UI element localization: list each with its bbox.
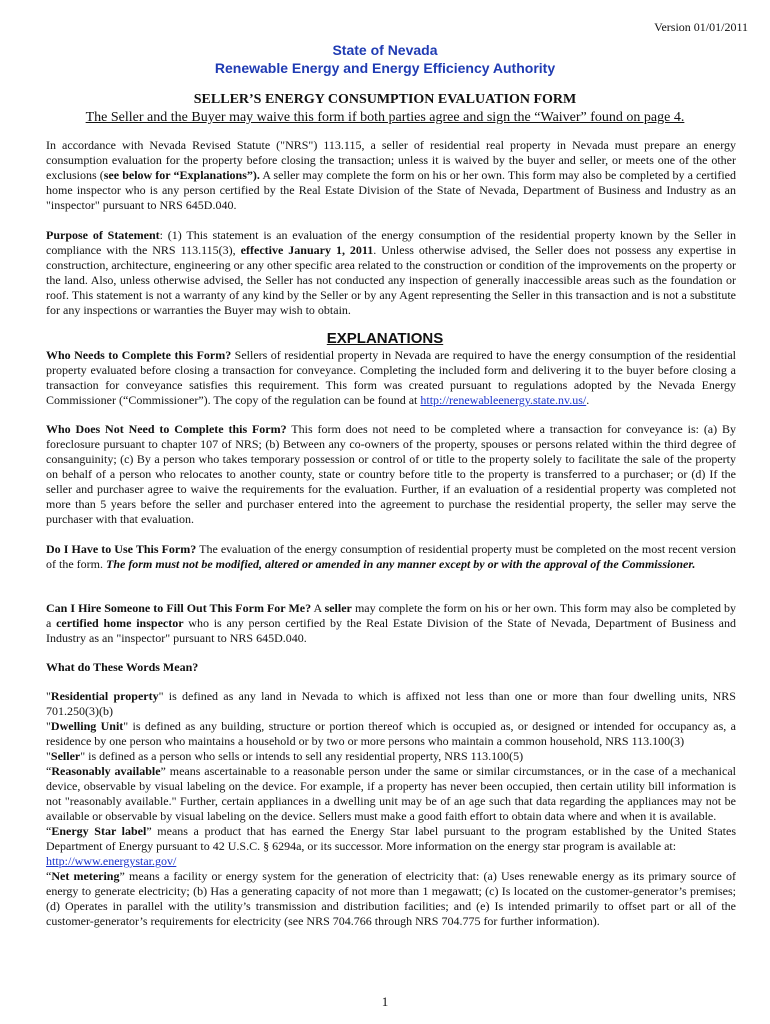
purpose-text-2: . Unless otherwise advised, the Seller does not possess any expertise in construction, architecture, engineering or any other specific area related to the construction or condition of the improvements on the property or the land. Also, unless otherwise advised, the Seller has not conducted any inspection of generally inaccessible areas such as the foundation or roof. This statement is not a warranty of any kind by the Seller or by any Agent representing the Seller in this transaction and is not a substitute for any inspections or warranties the Buyer may wish to obtain. bbox=[46, 243, 737, 317]
purpose-paragraph bbox=[46, 228, 736, 318]
use-form-emphasis: The form must not be modified, altered or amended in any manner except by or with the approval of the Commissioner. bbox=[105, 557, 696, 571]
agency-name: Renewable Energy and Energy Efficiency Authority bbox=[214, 60, 556, 76]
hire-inspector: certified home inspector bbox=[56, 616, 184, 630]
use-form-paragraph bbox=[46, 542, 736, 572]
term-energy-star: Energy Star label bbox=[51, 824, 147, 838]
term-dwelling: Dwelling Unit bbox=[50, 719, 124, 733]
version-label: Version 01/01/2011 bbox=[654, 20, 748, 34]
who-needs-paragraph bbox=[46, 348, 736, 408]
hire-text-2: may complete the form on his or her own. This form may also be completed by a bbox=[46, 601, 736, 630]
purpose-label: Purpose of Statement bbox=[46, 228, 160, 242]
who-needs-end: . bbox=[586, 393, 590, 407]
regulation-link[interactable]: http://renewableenergy.state.nv.us/ bbox=[420, 393, 587, 407]
term-reasonably: Reasonably available bbox=[51, 764, 161, 778]
who-not-text: This form does not need to be completed where a transaction for conveyance is: (a) By foreclosure pursuant to chapter 107 of NRS; (b) Between any co-owners of the property, spouses or persons related within the third degree of consanguinity; (c) By a person who takes temporary possession or control of or title to the property solely to facilitate the sale of the property on behalf of a person who relocates to another county, state or country before title to the property is transferred to a purchaser; or (d) If the seller and purchaser agree to waive the requirements for the evaluation. Further, if an evaluation of a residential property was completed not more than 5 years before the seller and purchaser entered into the agreement to purchase the residential property, the seller may serve the purchaser with that evaluation. bbox=[46, 422, 736, 526]
who-not-question: Who Does Not Need to Complete this Form? bbox=[46, 422, 287, 436]
definition-seller: "Seller" is defined as a person who sells or intends to sell any residential property, NRS 113.100(5) bbox=[46, 749, 524, 763]
hire-text-1: A bbox=[311, 601, 325, 615]
term-residential: Residential property bbox=[50, 689, 159, 703]
explanations-heading: EXPLANATIONS bbox=[326, 330, 444, 347]
intro-paragraph bbox=[46, 138, 736, 213]
intro-text-2: A seller may complete the form on his or her own. This form may also be completed by a certified home inspector who is any person certified by the Real Estate Division of the State of Nevada, Department of Business and Industry as an "inspector" pursuant to NRS 645D.040. bbox=[46, 168, 736, 212]
definition-residential: "Residential property" is defined as any land in Nevada to which is affixed not less than one or more than four dwelling units, NRS 701.250(3)(b) bbox=[46, 689, 736, 718]
who-not-paragraph bbox=[46, 422, 736, 527]
definitions-block bbox=[46, 689, 736, 929]
def-dwelling: " is defined as any building, structure or portion thereof which is occupied as, or designed or intended for occupancy as, a residence by one person who maintains a household or by two or more persons who maintain a common household, NRS 113.100(3) bbox=[46, 719, 736, 748]
energystar-link[interactable]: http://www.energystar.gov/ bbox=[46, 854, 177, 868]
definition-energy-star: “Energy Star label” means a product that has earned the Energy Star label pursuant to the program established by the United States Department of Energy pursuant to 42 U.S.C. § 6294a, or its successor. More information on the energy star program is available at: http://www.energystar.gov/ bbox=[46, 824, 737, 868]
definition-dwelling: "Dwelling Unit" is defined as any building, structure or portion thereof which is occupied as, or designed or intended for occupancy as, a residence by one person who maintains a household or by two or more persons who maintain a common household, NRS 113.100(3) bbox=[46, 719, 736, 748]
words-heading: What do These Words Mean? bbox=[46, 660, 199, 674]
purpose-effective-date: effective January 1, 2011 bbox=[240, 243, 374, 257]
purpose-text-1: : (1) This statement is an evaluation of the energy consumption of the residential property known by the Seller in compliance with the NRS 113.115(3), bbox=[46, 228, 736, 257]
def-energy-star: ” means a product that has earned the Energy Star label pursuant to the program established by the United States Department of Energy pursuant to 42 U.S.C. § 6294a, or its successor. More information on the energy star program is available at: bbox=[46, 824, 737, 853]
page-number: 1 bbox=[381, 994, 389, 1009]
def-net-metering: ” means a facility or energy system for the generation of electricity that: (a) Uses renewable energy as its primary source of energy to generate electricity; (b) Has a generating capacity of not more than 1 megawatt; (c) Is located on the customer-generator’s premises; (d) Operates in parallel with the utility’s transmission and distribution facilities; and (e) Is intended primarily to offset part or all of the customer-generator’s requirements for electricity (see NRS 704.766 through NRS 704.775 for further information). bbox=[46, 869, 736, 928]
definition-net-metering: “Net metering” means a facility or energy system for the generation of electricity that: (a) Uses renewable energy as its primary source of energy to generate electricity; (b) Has a generating capacity of not more than 1 megawatt; (c) Is located on the customer-generator’s premises; (d) Operates in parallel with the utility’s transmission and distribution facilities; and (e) Is intended primarily to offset part or all of the customer-generator’s requirements for electricity (see NRS 704.766 through NRS 704.775 for further information). bbox=[46, 869, 736, 928]
intro-text-1: In accordance with Nevada Revised Statute ("NRS") 113.115, a seller of residential real property in Nevada must prepare an energy consumption evaluation for the property before closing the transaction; unless it is waived by the buyer and seller, or meets one of the other exclusions ( bbox=[46, 138, 736, 182]
hire-paragraph bbox=[46, 601, 736, 646]
form-title: SELLER’S ENERGY CONSUMPTION EVALUATION FORM bbox=[193, 92, 577, 107]
waiver-note: The Seller and the Buyer may waive this form if both parties agree and sign the “Waiver” found on page 4. bbox=[85, 110, 685, 125]
who-needs-question: Who Needs to Complete this Form? bbox=[46, 348, 232, 362]
def-residential: " is defined as any land in Nevada to which is affixed not less than one or more than four dwelling units, NRS 701.250(3)(b) bbox=[46, 689, 736, 718]
who-needs-text: Sellers of residential property in Nevada are required to have the energy consumption of the residential property evaluated before closing a transaction for conveyance. Completing the included form and delivering it to the buyer before closing a transaction for conveyance satisfies this requirement. This form was created pursuant to regulations adopted by the Nevada Energy Commissioner (“Commissioner”). The copy of the regulation can be found at bbox=[46, 348, 736, 407]
intro-bold: see below for “Explanations”). bbox=[103, 168, 260, 182]
hire-seller: seller bbox=[324, 601, 352, 615]
use-form-question: Do I Have to Use This Form? bbox=[46, 542, 197, 556]
use-form-text: The evaluation of the energy consumption of residential property must be completed on the most recent version of the form. bbox=[46, 542, 736, 571]
agency-state: State of Nevada bbox=[332, 42, 438, 58]
hire-text-3: who is any person certified by the Real Estate Division of the State of Nevada, Department of Business and Industry as an "inspector" pursuant to NRS 645D.040. bbox=[46, 616, 736, 645]
def-reasonably: ” means ascertainable to a reasonable person under the same or similar circumstances, or in the case of a mechanical device, observable by visual labeling on the device. For example, if a property has never been occupied, then certain utility bill information is not "reasonably available." Further, certain appliances in a dwelling unit may be of an age such that data regarding the appliances may not be available or observable by visual labeling on the device. Sellers must make a good faith effort to obtain data where and when it is available. bbox=[46, 764, 736, 823]
def-seller: " is defined as a person who sells or intends to sell any residential property, NRS 113.100(5) bbox=[80, 749, 524, 763]
term-net-metering: Net metering bbox=[51, 869, 120, 883]
hire-question: Can I Hire Someone to Fill Out This Form For Me? bbox=[46, 601, 312, 615]
words-heading-block bbox=[46, 660, 736, 675]
definition-reasonably: “Reasonably available” means ascertainable to a reasonable person under the same or similar circumstances, or in the case of a mechanical device, observable by visual labeling on the device. For example, if a property has never been occupied, then certain utility bill information is not "reasonably available." Further, certain appliances in a dwelling unit may be of an age such that data regarding the appliances may not be available or observable by visual labeling on the device. Sellers must make a good faith effort to obtain data where and when it is available. bbox=[46, 764, 736, 823]
term-seller: Seller bbox=[50, 749, 81, 763]
